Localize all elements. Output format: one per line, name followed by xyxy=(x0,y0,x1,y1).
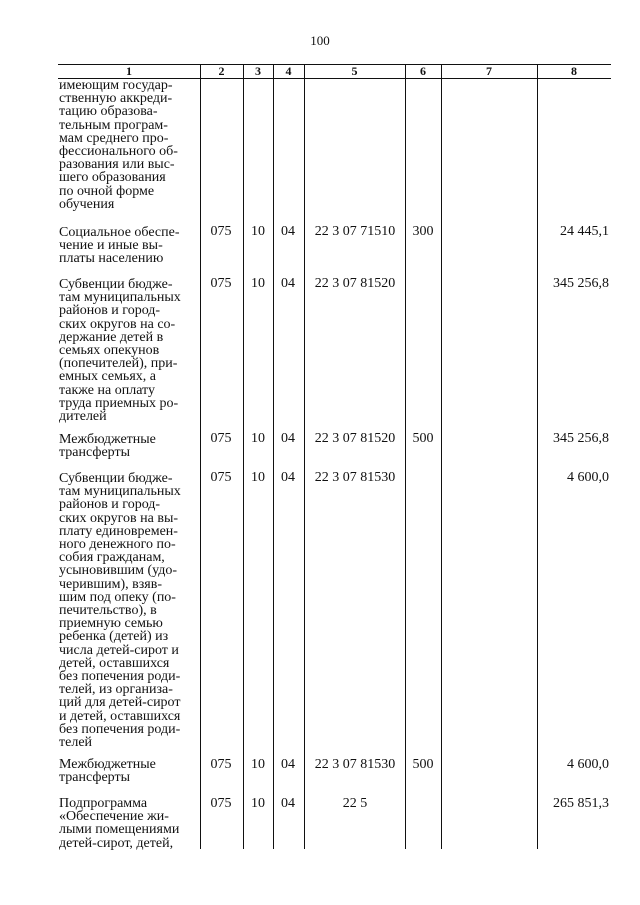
column-divider xyxy=(200,64,201,849)
row-description: Социальное обеспе- чение и иные вы- платы населению xyxy=(59,225,180,267)
row-target-article: 22 3 07 81520 xyxy=(314,276,396,291)
column-divider xyxy=(304,64,305,849)
row-subsection: 04 xyxy=(281,796,295,811)
row-description: Подпрограмма «Обеспечение жи- лыми помещениями детей-сирот, детей, xyxy=(59,796,180,851)
column-header: 1 xyxy=(126,64,132,78)
row-target-article: 22 5 xyxy=(342,796,368,811)
row-section: 10 xyxy=(251,796,265,811)
row-amount: 4 600,0 xyxy=(567,757,609,772)
row-section: 10 xyxy=(251,757,265,772)
row-expense-type: 500 xyxy=(412,431,434,446)
row-code: 075 xyxy=(210,276,232,291)
row-expense-type: 500 xyxy=(412,757,434,772)
row-section: 10 xyxy=(251,276,265,291)
row-target-article: 22 3 07 81530 xyxy=(314,757,396,772)
row-subsection: 04 xyxy=(281,757,295,772)
column-header: 4 xyxy=(285,64,292,78)
row-amount: 24 445,1 xyxy=(560,224,609,239)
row-subsection: 04 xyxy=(281,470,295,485)
row-description: Межбюджетные трансферты xyxy=(59,757,156,786)
row-target-article: 22 3 07 81520 xyxy=(314,431,396,446)
column-header: 5 xyxy=(351,64,358,78)
row-section: 10 xyxy=(251,431,265,446)
column-divider xyxy=(243,64,244,849)
row-subsection: 04 xyxy=(281,224,295,239)
row-target-article: 22 3 07 71510 xyxy=(314,224,396,239)
row-expense-type: 300 xyxy=(412,224,434,239)
row-target-article: 22 3 07 81530 xyxy=(314,470,396,485)
row-description: имеющим государ- ственную аккреди- тацию образова- тельным програм- мам среднего про- фессионального об- разования или выс- шего образования по очной форме обучения xyxy=(59,78,178,212)
column-divider xyxy=(537,64,538,849)
row-amount: 345 256,8 xyxy=(553,276,609,291)
row-description: Субвенции бюдже- там муниципальных районов и город- ских округов на вы- плату единовремен- ного денежного по- собия гражданам, усыновившим (удо- черившим), взяв- шим под опеку (по- печительство), в приемную семью ребенка (детей) из числа детей-сирот и детей, оставшихся без попечения роди- телей, из организа- ций для детей-сирот и детей, оставшихся без попечения роди- телей xyxy=(59,471,181,751)
row-section: 10 xyxy=(251,470,265,485)
row-subsection: 04 xyxy=(281,276,295,291)
row-code: 075 xyxy=(210,431,232,446)
row-subsection: 04 xyxy=(281,431,295,446)
row-code: 075 xyxy=(210,757,232,772)
column-divider xyxy=(441,64,442,849)
column-header: 2 xyxy=(218,64,225,78)
row-code: 075 xyxy=(210,796,232,811)
row-amount: 265 851,3 xyxy=(553,796,609,811)
column-header: 6 xyxy=(420,64,426,78)
row-description: Субвенции бюдже- там муниципальных районов и город- ских округов на со- держание детей в семьях опекунов (попечителей), при- емных семьях, а также на оплату труда приемных ро- дителей xyxy=(59,277,181,425)
column-header: 8 xyxy=(571,64,577,78)
column-divider xyxy=(273,64,274,849)
page-number: 100 xyxy=(310,33,330,48)
row-code: 075 xyxy=(210,470,232,485)
row-section: 10 xyxy=(251,224,265,239)
row-amount: 4 600,0 xyxy=(567,470,609,485)
row-description: Межбюджетные трансферты xyxy=(59,432,156,461)
row-amount: 345 256,8 xyxy=(553,431,609,446)
column-header: 7 xyxy=(486,64,492,78)
column-divider xyxy=(405,64,406,849)
row-code: 075 xyxy=(210,224,232,239)
column-header: 3 xyxy=(255,64,261,78)
